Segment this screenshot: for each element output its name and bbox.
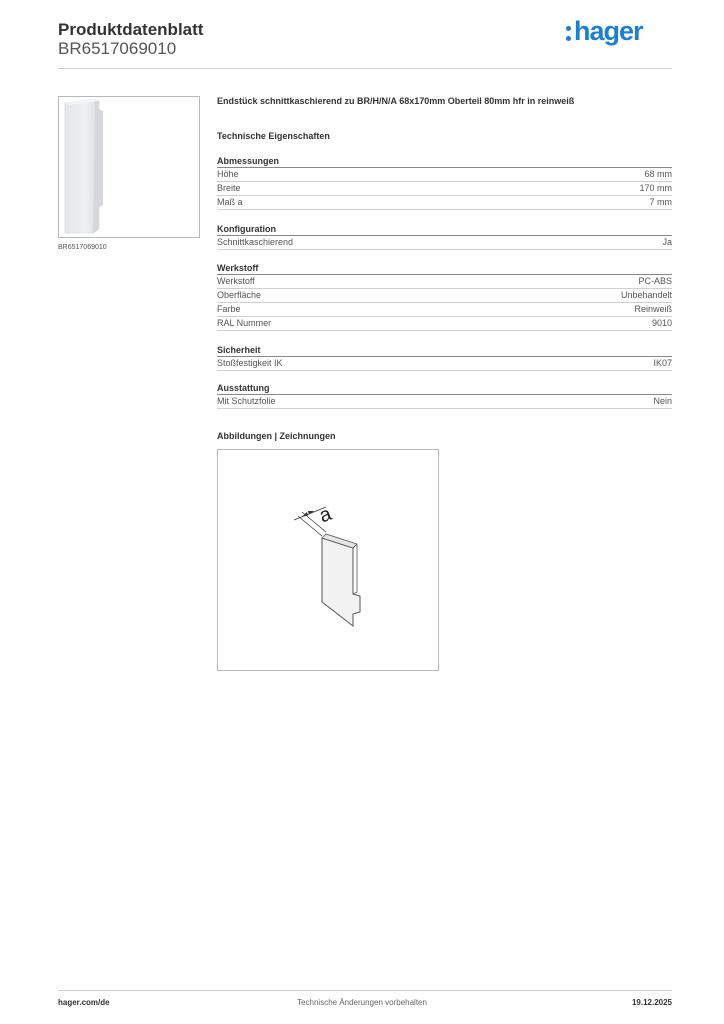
spec-label: Höhe xyxy=(217,169,239,179)
footer-notice: Technische Änderungen vorbehalten xyxy=(297,998,427,1007)
spec-value: PC-ABS xyxy=(638,276,672,286)
technical-drawing xyxy=(217,449,439,671)
product-photo xyxy=(58,96,200,238)
spec-value: IK07 xyxy=(653,358,672,368)
end-cap-photo-icon xyxy=(59,97,199,237)
spec-label: Schnittkaschierend xyxy=(217,237,294,247)
spec-label: Farbe xyxy=(217,304,241,314)
footer-date: 19.12.2025 xyxy=(631,998,672,1007)
spec-group-equipment xyxy=(217,382,672,409)
hager-logo xyxy=(566,16,661,50)
spec-value: 9010 xyxy=(651,318,672,328)
spec-label: Oberfläche xyxy=(217,290,262,300)
spec-row xyxy=(217,275,672,289)
spec-label: RAL Nummer xyxy=(217,318,272,328)
spec-value: 68 mm xyxy=(644,169,672,179)
spec-label: Werkstoff xyxy=(217,276,255,286)
spec-value: Ja xyxy=(662,237,672,247)
footer-divider xyxy=(58,990,672,991)
spec-row xyxy=(217,395,672,409)
page-title: Produktdatenblatt xyxy=(58,20,204,39)
spec-group-title: Ausstattung xyxy=(217,382,672,395)
spec-row xyxy=(217,182,672,196)
spec-row xyxy=(217,317,672,331)
spec-row xyxy=(217,289,672,303)
spec-row xyxy=(217,168,672,182)
spec-group-title: Konfiguration xyxy=(217,223,672,236)
spec-row xyxy=(217,357,672,371)
spec-row xyxy=(217,236,672,250)
dimension-label: a xyxy=(316,502,335,528)
drawings-heading: Abbildungen | Zeichnungen xyxy=(217,431,336,441)
photo-caption: BR6517069010 xyxy=(58,244,107,251)
spec-group-title: Werkstoff xyxy=(217,262,672,275)
spec-value: Reinweiß xyxy=(634,304,672,314)
product-code: BR6517069010 xyxy=(58,39,177,58)
logo-dots-icon xyxy=(566,26,572,46)
logo-text: hager xyxy=(574,16,643,46)
specs-heading: Technische Eigenschaften xyxy=(217,131,330,141)
spec-label: Mit Schutzfolie xyxy=(217,396,276,406)
spec-label: Breite xyxy=(217,183,241,193)
spec-label: Stoßfestigkeit IK xyxy=(217,358,283,368)
spec-group-dimensions xyxy=(217,155,672,210)
spec-group-title: Sicherheit xyxy=(217,344,672,357)
end-cap-drawing-icon xyxy=(218,450,438,670)
spec-group-safety xyxy=(217,344,672,371)
spec-value: 170 mm xyxy=(639,183,672,193)
spec-value: Nein xyxy=(653,396,672,406)
spec-value: Unbehandelt xyxy=(620,290,672,300)
spec-group-title: Abmessungen xyxy=(217,155,672,168)
spec-group-material xyxy=(217,262,672,331)
spec-row xyxy=(217,303,672,317)
header-divider xyxy=(58,68,672,69)
footer-website-link[interactable]: hager.com/de xyxy=(58,998,110,1007)
spec-value: 7 mm xyxy=(649,197,672,207)
spec-group-configuration xyxy=(217,223,672,250)
spec-label: Maß a xyxy=(217,197,243,207)
spec-row xyxy=(217,196,672,210)
product-title: Endstück schnittkaschierend zu BR/H/N/A 68x170mm Oberteil 80mm hfr in reinweiß xyxy=(217,96,575,106)
